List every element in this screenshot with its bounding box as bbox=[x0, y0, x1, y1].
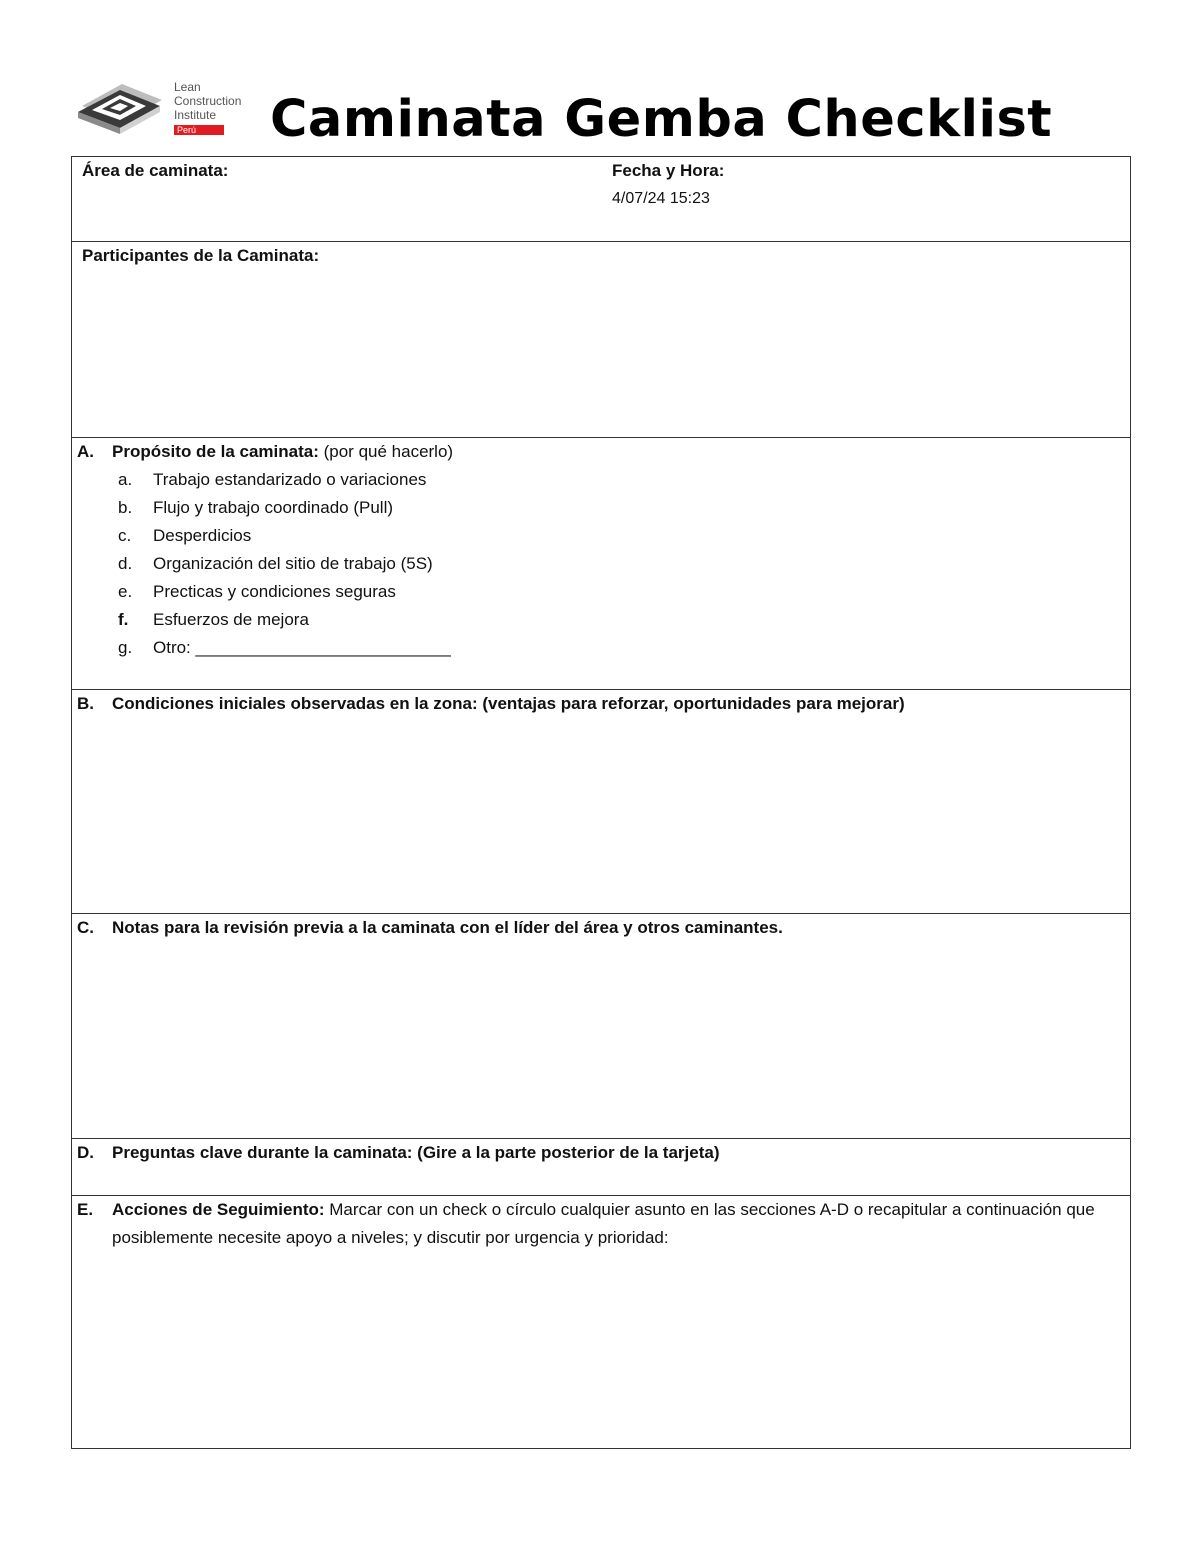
purpose-item[interactable] bbox=[118, 634, 451, 662]
area-date-row bbox=[72, 157, 1130, 242]
section-a-letter: A. bbox=[77, 442, 94, 461]
section-a-purpose bbox=[72, 438, 1130, 690]
section-e-letter: E. bbox=[77, 1200, 94, 1219]
section-b-title: Condiciones iniciales observadas en la zona: (ventajas para reforzar, oportunidades para mejorar) bbox=[112, 694, 905, 713]
section-a-title: Propósito de la caminata: bbox=[112, 442, 319, 461]
purpose-item-text: Organización del sitio de trabajo (5S) bbox=[153, 554, 433, 573]
logo-text-line-2: Construction bbox=[174, 94, 242, 108]
logo-badge-peru: Perú bbox=[174, 125, 224, 135]
purpose-item[interactable] bbox=[118, 578, 451, 606]
section-a-note: (por qué hacerlo) bbox=[318, 442, 454, 461]
purpose-item[interactable] bbox=[118, 550, 451, 578]
logo-text-line-3: Institute bbox=[174, 108, 217, 122]
section-c-pre-walk-notes[interactable] bbox=[72, 914, 1130, 1139]
purpose-item[interactable] bbox=[118, 466, 451, 494]
section-e-title: Acciones de Seguimiento: bbox=[112, 1200, 325, 1219]
section-e-follow-up-actions[interactable] bbox=[72, 1196, 1130, 1449]
logo-text-line-1: Lean bbox=[174, 80, 201, 94]
purpose-item-text: Flujo y trabajo coordinado (Pull) bbox=[153, 498, 394, 517]
purpose-item-text: Otro: ___________________________ bbox=[153, 638, 451, 657]
purpose-item-letter: g. bbox=[118, 638, 133, 657]
purpose-item[interactable] bbox=[118, 494, 451, 522]
purpose-item-letter: e. bbox=[118, 582, 133, 601]
section-e-note: Marcar con un check o círculo cualquier asunto en las secciones A-D o recapitular a continuación que posiblemente necesite apoyo a niveles; y discutir por urgencia y prioridad: bbox=[112, 1200, 1095, 1247]
lean-construction-institute-logo bbox=[76, 76, 256, 140]
purpose-item-letter: f. bbox=[118, 610, 129, 629]
date-value[interactable]: 4/07/24 15:23 bbox=[612, 190, 710, 207]
section-c-title: Notas para la revisión previa a la caminata con el líder del área y otros caminantes. bbox=[112, 918, 783, 937]
section-d-letter: D. bbox=[77, 1143, 94, 1162]
participants-label: Participantes de la Caminata: bbox=[82, 246, 320, 265]
purpose-item-text: Esfuerzos de mejora bbox=[153, 610, 309, 629]
purpose-list bbox=[118, 466, 451, 662]
purpose-item-letter: d. bbox=[118, 554, 133, 573]
purpose-item-text: Precticas y condiciones seguras bbox=[153, 582, 396, 601]
purpose-item[interactable] bbox=[118, 522, 451, 550]
section-b-initial-conditions[interactable] bbox=[72, 690, 1130, 914]
purpose-item-letter: a. bbox=[118, 470, 133, 489]
date-label: Fecha y Hora: bbox=[612, 161, 725, 180]
purpose-item-text: Desperdicios bbox=[153, 526, 252, 545]
section-c-letter: C. bbox=[77, 918, 94, 937]
section-d-title: Preguntas clave durante la caminata: (Gire a la parte posterior de la tarjeta) bbox=[112, 1143, 720, 1162]
page-header bbox=[72, 70, 1130, 156]
page-title: Caminata Gemba Checklist bbox=[270, 90, 1053, 149]
area-label: Área de caminata: bbox=[82, 161, 229, 180]
section-b-letter: B. bbox=[77, 694, 94, 713]
participants-row[interactable] bbox=[72, 242, 1130, 438]
purpose-item-letter: c. bbox=[118, 526, 132, 545]
purpose-item[interactable] bbox=[118, 606, 451, 634]
section-d-key-questions bbox=[72, 1139, 1130, 1196]
checklist-form bbox=[71, 156, 1131, 1449]
lci-emblem-icon bbox=[76, 76, 168, 138]
purpose-item-letter: b. bbox=[118, 498, 133, 517]
purpose-item-text: Trabajo estandarizado o variaciones bbox=[153, 470, 427, 489]
